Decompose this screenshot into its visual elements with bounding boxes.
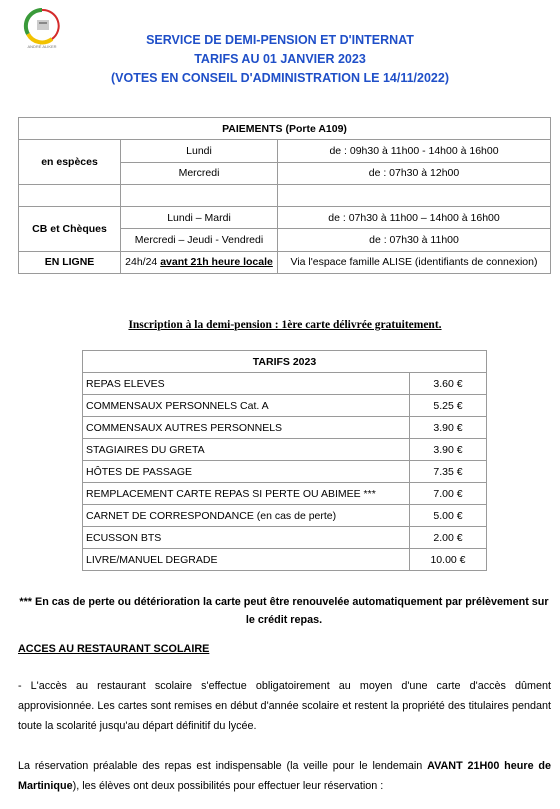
table-row: [83, 505, 487, 527]
tarifs-title: TARIFS 2023: [83, 351, 487, 373]
tarif-price: 7.35 €: [410, 461, 487, 483]
cash-day-2: Mercredi: [121, 162, 278, 184]
card-hours-2: de : 07h30 à 11h00: [278, 229, 551, 251]
payments-table: [18, 117, 551, 274]
card-loss-note: *** En cas de perte ou détérioration la carte peut être renouvelée automatiquement par prélèvement sur le crédit repas.: [19, 596, 549, 626]
table-row: [83, 461, 487, 483]
table-row: [83, 439, 487, 461]
cash-day-1: Lundi: [121, 140, 278, 162]
header-line-2: TARIFS AU 01 JANVIER 2023: [194, 52, 366, 66]
tarif-label: HÔTES DE PASSAGE: [83, 461, 410, 483]
online-when: [121, 251, 278, 273]
access-section-title: ACCES AU RESTAURANT SCOLAIRE: [18, 643, 210, 655]
access-para2-part1: La réservation préalable des repas est indispensable (la veille pour le lendemain: [18, 760, 428, 772]
table-row: [83, 527, 487, 549]
table-row: [83, 549, 487, 571]
table-row: [83, 395, 487, 417]
tarif-label: STAGIAIRES DU GRETA: [83, 439, 410, 461]
cash-hours-2: de : 07h30 à 12h00: [278, 162, 551, 184]
card-day-1: Lundi – Mardi: [121, 207, 278, 229]
tarif-label: COMMENSAUX PERSONNELS Cat. A: [83, 395, 410, 417]
tarif-label: REMPLACEMENT CARTE REPAS SI PERTE OU ABIMEE ***: [83, 483, 410, 505]
header-line-1: SERVICE DE DEMI-PENSION ET D'INTERNAT: [146, 33, 414, 47]
cash-hours-1: de : 09h30 à 11h00 - 14h00 à 16h00: [278, 140, 551, 162]
logo-name: ANDRÉ ALIKER: [27, 44, 57, 49]
access-paragraph-1: - L'accès au restaurant scolaire s'effectue obligatoirement au moyen d'une carte d'accès dûment approvisionnée. Les cartes sont remises en début d'année scolaire et restent la propriété des titulaires pendant toute la scolarité jusqu'au départ définitif du lycée.: [18, 680, 551, 732]
online-when-prefix: 24h/24: [125, 256, 161, 269]
table-row: [83, 373, 487, 395]
card-label: CB et Chèques: [19, 207, 121, 252]
tarif-price: 10.00 €: [410, 549, 487, 571]
tarif-price: 3.60 €: [410, 373, 487, 395]
card-day-2: Mercredi – Jeudi - Vendredi: [121, 229, 278, 251]
tarif-label: ECUSSON BTS: [83, 527, 410, 549]
tarif-price: 5.00 €: [410, 505, 487, 527]
payments-title: PAIEMENTS (Porte A109): [19, 118, 551, 140]
cash-label: en espèces: [19, 140, 121, 185]
header-line-3: (VOTES EN CONSEIL D'ADMINISTRATION LE 14/11/2022): [110, 71, 449, 85]
tarif-price: 7.00 €: [410, 483, 487, 505]
access-para2-part3: ), les élèves ont deux possibilités pour effectuer leur réservation :: [72, 780, 384, 792]
tarif-price: 3.90 €: [410, 439, 487, 461]
tarif-label: LIVRE/MANUEL DEGRADE: [83, 549, 410, 571]
page-header: [60, 31, 500, 88]
tarifs-table: [82, 350, 487, 571]
card-hours-1: de : 07h30 à 11h00 – 14h00 à 16h00: [278, 207, 551, 229]
online-label: EN LIGNE: [19, 251, 121, 273]
table-row: [83, 483, 487, 505]
inscription-note: Inscription à la demi-pension : 1ère carte délivrée gratuitement.: [128, 319, 442, 331]
school-logo-icon: [22, 6, 62, 46]
online-detail: Via l'espace famille ALISE (identifiants de connexion): [278, 251, 551, 273]
empty-cell: [19, 184, 121, 206]
empty-cell: [121, 184, 278, 206]
tarif-label: COMMENSAUX AUTRES PERSONNELS: [83, 417, 410, 439]
access-paragraph-2: [18, 756, 551, 796]
access-para2-deadline: AVANT 21H00 heure de Martinique: [18, 760, 552, 792]
tarif-label: CARNET DE CORRESPONDANCE (en cas de perte): [83, 505, 410, 527]
empty-cell: [278, 184, 551, 206]
online-when-emph: avant 21h heure locale: [160, 256, 273, 269]
table-row: [83, 417, 487, 439]
tarif-price: 2.00 €: [410, 527, 487, 549]
tarif-price: 3.90 €: [410, 417, 487, 439]
tarif-label: REPAS ELEVES: [83, 373, 410, 395]
tarif-price: 5.25 €: [410, 395, 487, 417]
